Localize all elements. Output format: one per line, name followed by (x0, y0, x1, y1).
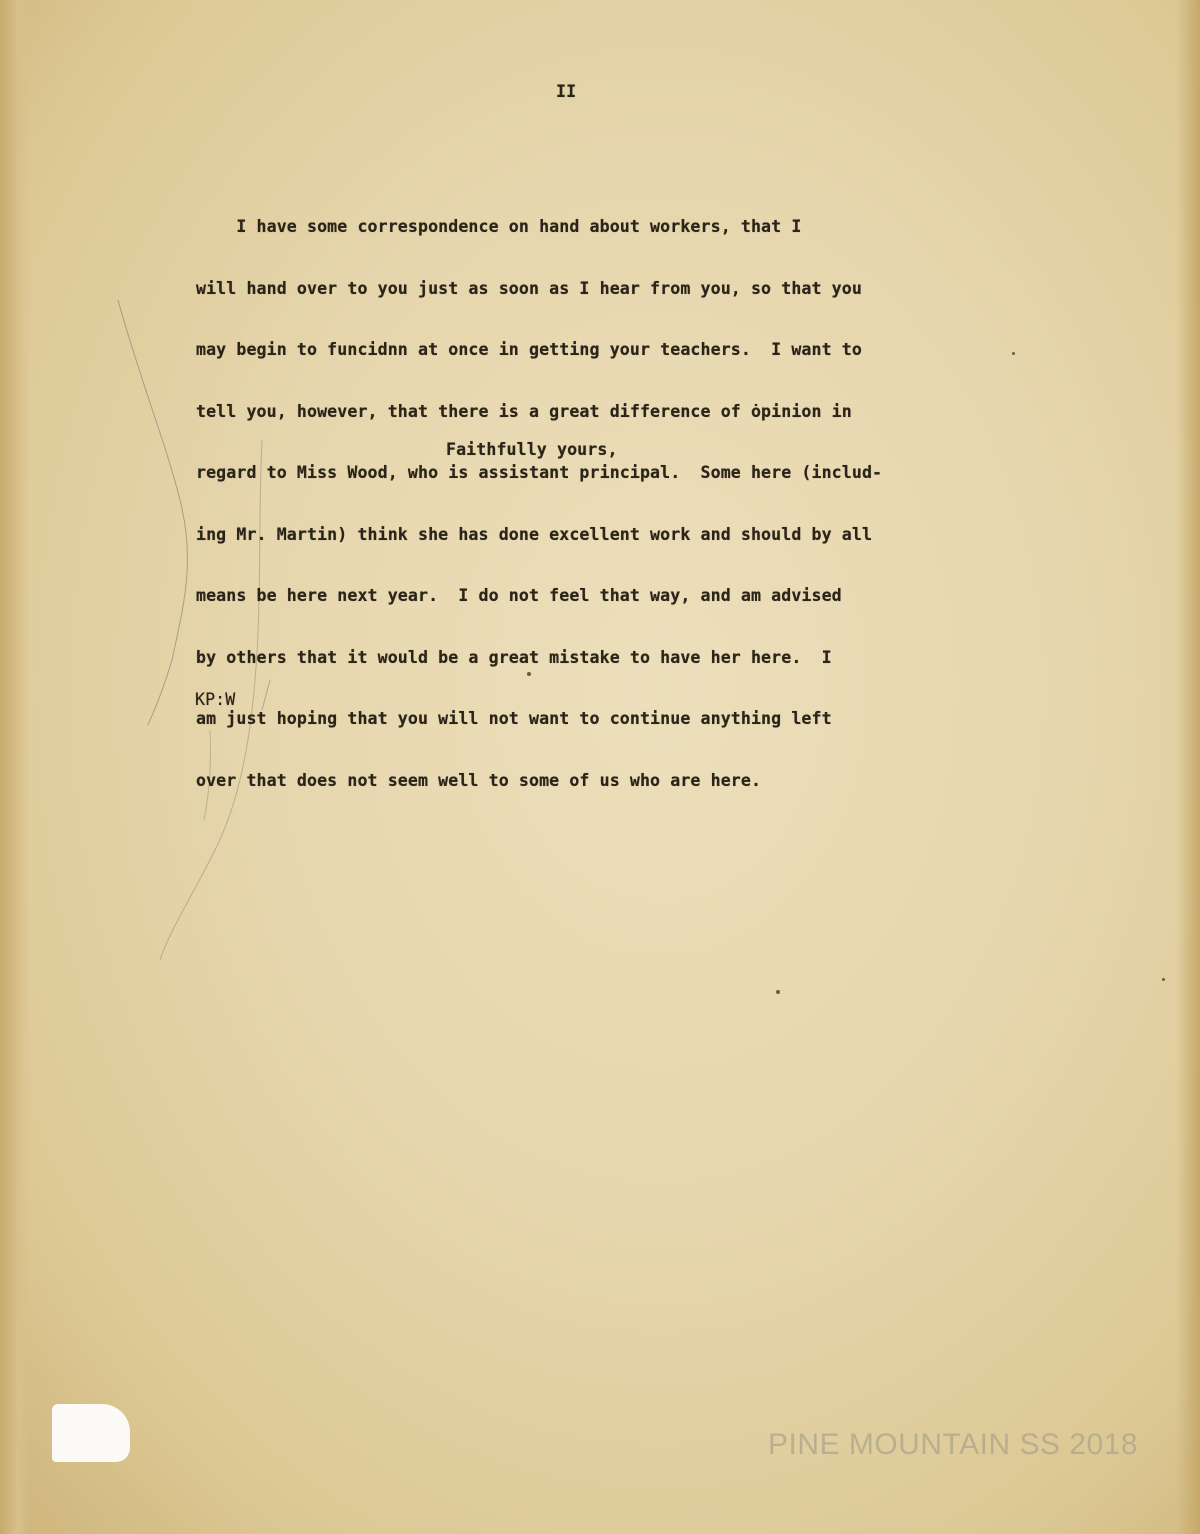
body-line: regard to Miss Wood, who is assistant principal. Some here (includ- (196, 463, 883, 482)
body-line: tell you, however, that there is a great difference of ȯpinion in (196, 401, 852, 421)
torn-corner (52, 1404, 130, 1462)
typist-initials: KP:W (195, 690, 236, 709)
body-line: means be here next year. I do not feel that way, and am advised (196, 586, 842, 605)
body-line: will hand over to you just as soon as I hear from you, so that you (196, 278, 862, 298)
archive-watermark: PINE MOUNTAIN SS 2018 (768, 1428, 1139, 1461)
letter-body (196, 177, 882, 830)
paper-speck (776, 990, 780, 994)
body-line: by others that it would be a great mistake to have her here. I (196, 647, 832, 667)
body-line: over that does not seem well to some of us who are here. (196, 770, 762, 790)
page-number: II (556, 82, 577, 101)
paper-speck (1162, 978, 1165, 981)
body-line: am just hoping that you will not want to continue anything left (196, 709, 832, 728)
paper-speck (527, 672, 531, 676)
paper-speck (1012, 352, 1015, 355)
body-line: ing Mr. Martin) think she has done excellent work and should by all (196, 524, 873, 544)
body-line: I have some correspondence on hand about workers, that I (196, 217, 802, 236)
body-line: may begin to funcidnn at once in getting your teachers. I want to (196, 340, 862, 359)
letter-closing: Faithfully yours, (446, 440, 618, 459)
